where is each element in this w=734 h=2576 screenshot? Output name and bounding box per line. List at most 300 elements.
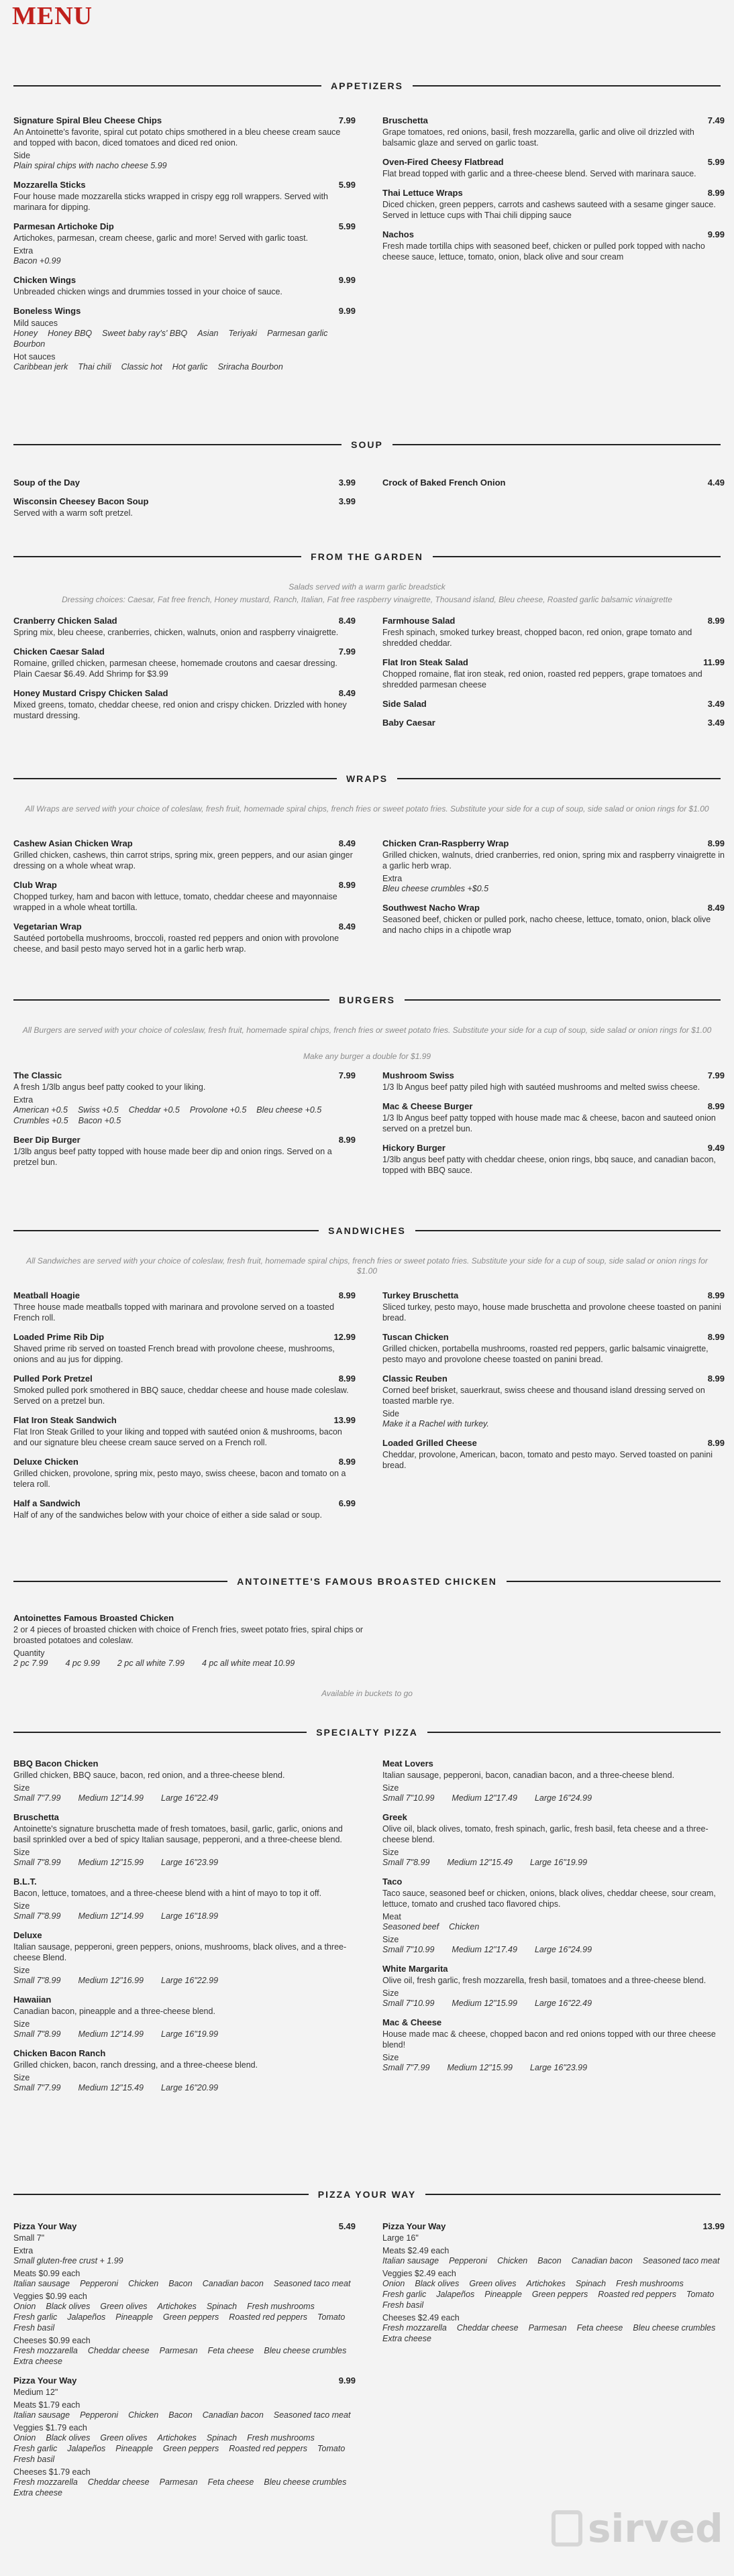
item-name: Vegetarian Wrap <box>13 921 82 932</box>
item-title-row <box>13 1457 356 1467</box>
item-price: 13.99 <box>333 1415 356 1425</box>
menu-item <box>13 2048 356 2093</box>
item-name: Chicken Bacon Ranch <box>13 2048 106 2058</box>
item-desc: Fresh made tortilla chips with seasoned beef, chicken or pulled pork topped with nacho cheese sauce, lettuce, tomato, onion, black olive and sour cream <box>382 241 705 262</box>
menu-item <box>382 1290 725 1323</box>
item-title-row <box>382 699 725 709</box>
wraps-right <box>382 838 725 944</box>
option: Italian sausage <box>382 2256 439 2265</box>
menu-item <box>382 1877 725 1955</box>
option: Bourbon <box>13 339 46 349</box>
menu-item <box>13 478 356 488</box>
option: Extra cheese <box>13 2357 62 2366</box>
item-price: 3.99 <box>338 478 356 488</box>
item-desc: Olive oil, fresh garlic, fresh mozzarella, fresh basil, tomatoes and a three-cheese blend. <box>382 1976 706 1985</box>
option: Fresh garlic <box>13 2312 58 2322</box>
option: Cheddar cheese <box>87 2346 150 2355</box>
option-list <box>382 2278 725 2310</box>
option: Hot garlic <box>172 362 208 372</box>
item-name: Pizza Your Way <box>13 2221 77 2231</box>
item-name: Chicken Wings <box>13 275 76 285</box>
option: Thai chili <box>78 362 111 372</box>
group-label: Meats $1.79 each <box>13 2400 81 2410</box>
size-option: Medium 12"17.49 <box>452 1793 517 1803</box>
garden-dressings: Dressing choices: Caesar, Fat free french, Honey mustard, Ranch, Italian, Fat free raspberry vinaigrette, Thousand island, Bleu cheese, Roasted garlic balsamic vinaigrette <box>62 595 672 604</box>
item-price: 8.99 <box>338 1457 356 1467</box>
option: Canadian bacon <box>202 2410 264 2420</box>
item-name: Cranberry Chicken Salad <box>13 616 117 626</box>
menu-item <box>13 838 356 871</box>
item-title-row <box>13 496 356 506</box>
garden-right <box>382 616 725 736</box>
item-name: Baby Caesar <box>382 718 435 728</box>
size-option: Large 16"22.99 <box>161 1976 219 1985</box>
option: Crumbles +0.5 <box>13 1116 68 1125</box>
item-name: Pulled Pork Pretzel <box>13 1374 93 1384</box>
item-title-row <box>382 1964 725 1974</box>
extra-text: Make it a Rachel with turkey. <box>382 1419 489 1429</box>
option: Parmesan <box>528 2323 567 2333</box>
extra-label: Side <box>382 1409 400 1418</box>
group-label: Veggies $2.49 each <box>382 2269 456 2278</box>
group-label: Cheeses $1.79 each <box>13 2467 91 2477</box>
item-name: Farmhouse Salad <box>382 616 456 626</box>
item-price: 8.99 <box>707 616 725 626</box>
menu-item <box>382 188 725 221</box>
item-desc: An Antoinette's favorite, spiral cut potato chips smothered in a bleu cheese cream sauce and topped with bacon, diced tomatoes and diced red onion. <box>13 127 341 148</box>
item-name: Southwest Nacho Wrap <box>382 903 480 913</box>
burgers-note: All Burgers are served with your choice of coleslaw, fresh fruit, homemade spiral chips, french fries or sweet potato fries. Substitute your side for a cup of soup, side salad or onion rings for $1.00 <box>22 1025 712 1035</box>
menu-item <box>382 1374 725 1429</box>
item-title-row <box>13 1374 356 1384</box>
option: Spinach <box>575 2279 607 2288</box>
item-desc: Grilled chicken, bacon, ranch dressing, and a three-cheese blend. <box>13 2060 258 2070</box>
pizza-left <box>13 1758 356 2102</box>
option: Jalapeños <box>67 2444 106 2453</box>
size-option: Small 7"10.99 <box>382 1793 435 1803</box>
item-name: Mac & Cheese <box>382 2017 442 2027</box>
size-option: Large 16"19.99 <box>161 2029 219 2039</box>
item-title-row <box>382 1101 725 1111</box>
option: Sweet baby ray's' BBQ <box>102 329 188 338</box>
item-name: Classic Reuben <box>382 1374 448 1384</box>
appetizers-header: APPETIZERS <box>13 80 721 91</box>
option: Bleu cheese crumbles <box>633 2323 716 2333</box>
item-name: Loaded Prime Rib Dip <box>13 1332 105 1342</box>
option: Black olives <box>46 2302 91 2311</box>
item-title-row <box>13 1995 356 2005</box>
size-option: Large 16"22.49 <box>534 1999 592 2008</box>
item-desc: Grilled chicken, walnuts, dried cranberries, red onion, spring mix and raspberry vinaigrette in a garlic herb wrap. <box>382 850 725 871</box>
option: Jalapeños <box>67 2312 106 2322</box>
option: Roasted red peppers <box>598 2290 677 2299</box>
size-label: Size <box>13 2019 30 2029</box>
option: Cheddar cheese <box>456 2323 519 2333</box>
menu-item <box>382 1812 725 1868</box>
size-option: Medium 12"17.49 <box>452 1945 517 1954</box>
chicken-header: ANTOINETTE'S FAMOUS BROASTED CHICKEN <box>13 1576 721 1587</box>
option: Swiss +0.5 <box>77 1105 119 1115</box>
option: Feta cheese <box>207 2477 254 2487</box>
size-option: Large 16"19.99 <box>530 1858 588 1867</box>
item-price: 3.49 <box>707 699 725 709</box>
menu-item <box>13 115 356 171</box>
item-title-row <box>382 657 725 667</box>
item-desc: Spring mix, bleu cheese, cranberries, chicken, walnuts, onion and raspberry vinaigrette. <box>13 628 339 637</box>
item-name: Antoinettes Famous Broasted Chicken <box>13 1613 174 1623</box>
size-list <box>382 1857 725 1868</box>
item-desc: Seasoned beef, chicken or pulled pork, nacho cheese, lettuce, tomato, onion, black olive and nacho chips in a chipotle wrap <box>382 915 711 935</box>
item-price: 8.49 <box>338 921 356 932</box>
group-label: Veggies $1.79 each <box>13 2423 87 2432</box>
item-name: Soup of the Day <box>13 478 80 488</box>
item-desc: Grilled chicken, BBQ sauce, bacon, red onion, and a three-cheese blend. <box>13 1771 285 1780</box>
qty-options <box>13 1658 389 1669</box>
item-name: Hawaiian <box>13 1995 52 2005</box>
item-title-row <box>13 306 356 316</box>
option: Seasoned beef <box>382 1922 439 1931</box>
size-option: Small 7"8.99 <box>13 1858 61 1867</box>
size-option: Small 7"7.99 <box>13 1793 61 1803</box>
item-name: Club Wrap <box>13 880 57 890</box>
size-option: Large 16"23.99 <box>530 2063 588 2072</box>
item-title-row <box>13 1758 356 1769</box>
item-title-row <box>382 1812 725 1822</box>
option: Fresh garlic <box>382 2290 427 2299</box>
option: Sriracha Bourbon <box>217 362 283 372</box>
wraps-left <box>13 838 356 963</box>
item-price: 8.99 <box>338 1374 356 1384</box>
item-name: Chicken Cran-Raspberry Wrap <box>382 838 509 848</box>
item-price: 13.99 <box>702 2221 725 2231</box>
item-title-row <box>13 1135 356 1145</box>
option: Fresh mozzarella <box>13 2346 78 2355</box>
menu-item <box>382 903 725 936</box>
size-option: Large 16"22.49 <box>161 1793 219 1803</box>
menu-item <box>13 221 356 266</box>
size-list <box>13 2029 356 2039</box>
menu-item <box>13 1135 356 1168</box>
option: Bleu cheese +0.5 <box>256 1105 322 1115</box>
item-desc: 1/3lb angus beef patty topped with house made beer dip and onion rings. Served on a pretzel bun. <box>13 1147 332 1167</box>
size-option: Small 7"8.99 <box>13 2029 61 2039</box>
option: Asian <box>197 329 219 338</box>
option-list <box>13 2477 356 2498</box>
option-list <box>13 361 356 372</box>
option: Fresh basil <box>13 2323 55 2333</box>
item-title-row <box>13 275 356 285</box>
pizza-header: SPECIALTY PIZZA <box>13 1727 721 1738</box>
item-title-row <box>382 718 725 728</box>
option-list <box>13 1105 356 1126</box>
item-desc: Mixed greens, tomato, cheddar cheese, red onion and crispy chicken. Drizzled with honey mustard dressing. <box>13 700 347 720</box>
option-list <box>13 328 356 349</box>
item-desc: Antoinette's signature bruschetta made of fresh tomatoes, basil, garlic, garlic, onions and basil sprinkled over a bed of spicy Italian sausage, pepperoni, and a three-cheese blend. <box>13 1824 343 1844</box>
item-title-row <box>382 1332 725 1342</box>
option: Feta cheese <box>207 2346 254 2355</box>
item-desc: Served with a warm soft pretzel. <box>13 508 133 518</box>
item-name: Hickory Burger <box>382 1143 445 1153</box>
item-title-row <box>382 1374 725 1384</box>
option: Roasted red peppers <box>229 2312 308 2322</box>
item-title-row <box>13 2375 356 2386</box>
item-desc: 1/3 lb Angus beef patty piled high with sautéed mushrooms and melted swiss cheese. <box>382 1082 700 1092</box>
item-price: 7.99 <box>707 1070 725 1080</box>
item-desc: Sliced turkey, pesto mayo, house made bruschetta and provolone cheese toasted on panini bread. <box>382 1302 721 1323</box>
menu-item <box>13 180 356 213</box>
item-title-row <box>13 1332 356 1342</box>
menu-item <box>13 921 356 954</box>
item-title-row <box>13 2048 356 2058</box>
item-price: 8.99 <box>707 1374 725 1384</box>
option: 4 pc 9.99 <box>65 1659 100 1668</box>
item-desc: A fresh 1/3lb angus beef patty cooked to your liking. <box>13 1082 206 1092</box>
menu-item <box>13 1070 356 1126</box>
size-list <box>13 1975 356 1986</box>
size-option: Large 16"24.99 <box>534 1793 592 1803</box>
soup-right <box>382 478 725 496</box>
sandwiches-header: SANDWICHES <box>13 1225 721 1236</box>
menu-item <box>13 496 356 518</box>
size-option: Small 7"8.99 <box>13 1911 61 1921</box>
pizza-right <box>382 1758 725 2082</box>
meat-label: Meat <box>382 1912 401 1921</box>
item-price: 12.99 <box>333 1332 356 1342</box>
menu-item <box>13 647 356 679</box>
item-name: Beer Dip Burger <box>13 1135 81 1145</box>
option: Cheddar cheese <box>87 2477 150 2487</box>
option: Seasoned taco meat <box>642 2256 720 2265</box>
option-list <box>13 2432 356 2465</box>
item-title-row <box>13 2221 356 2231</box>
size-label: Size <box>13 1966 30 1975</box>
item-name: Mac & Cheese Burger <box>382 1101 473 1111</box>
item-price: 4.49 <box>707 478 725 488</box>
item-desc: Grilled chicken, cashews, thin carrot strips, spring mix, green peppers, and our asian ginger dressing on a whole wheat wrap. <box>13 850 353 871</box>
menu-item <box>13 1290 356 1323</box>
item-name: Pizza Your Way <box>13 2375 77 2386</box>
size-option: Small 7"10.99 <box>382 1945 435 1954</box>
item-title-row <box>382 1438 725 1448</box>
item-desc: Bacon, lettuce, tomatoes, and a three-cheese blend with a hint of mayo to top it off. <box>13 1889 322 1898</box>
item-price: 9.99 <box>338 306 356 316</box>
item-name: Chicken Caesar Salad <box>13 647 105 657</box>
appetizers-right <box>382 115 725 271</box>
item-desc: Fresh spinach, smoked turkey breast, chopped bacon, red onion, grape tomato and shredded cheddar. <box>382 628 692 648</box>
option: Chicken <box>497 2256 528 2265</box>
item-price: 8.49 <box>338 838 356 848</box>
item-desc: Smoked pulled pork smothered in BBQ sauce, cheddar cheese and house made coleslaw. Served on a pretzel bun. <box>13 1386 349 1406</box>
item-desc: 2 or 4 pieces of broasted chicken with choice of French fries, sweet potato fries, spiral chips or broasted potatoes and coleslaw. <box>13 1625 364 1645</box>
option-list <box>13 2255 356 2266</box>
option: Chicken <box>128 2410 159 2420</box>
item-desc: Canadian bacon, pineapple and a three-cheese blend. <box>13 2007 215 2016</box>
item-size: Large 16" <box>382 2233 419 2243</box>
menu-item <box>13 1415 356 1448</box>
item-name: Loaded Grilled Cheese <box>382 1438 477 1448</box>
option: Artichokes <box>526 2279 566 2288</box>
extra-value <box>382 1418 725 1429</box>
extra-text: Bacon +0.99 <box>13 256 61 266</box>
item-title-row <box>13 1070 356 1080</box>
item-desc: Italian sausage, pepperoni, bacon, canadian bacon, and a three-cheese blend. <box>382 1771 675 1780</box>
size-label: Size <box>382 1989 399 1998</box>
item-desc: Chopped turkey, ham and bacon with lettuce, tomato, cheddar cheese and mayonnaise wrapped in a whole wheat tortilla. <box>13 892 337 912</box>
option: Provolone +0.5 <box>189 1105 247 1115</box>
item-title-row <box>13 1290 356 1300</box>
menu-item <box>382 2221 725 2344</box>
menu-item <box>382 1332 725 1365</box>
item-price: 8.99 <box>338 1135 356 1145</box>
option: Onion <box>13 2433 36 2443</box>
item-title-row <box>382 1143 725 1153</box>
option: Classic hot <box>121 362 162 372</box>
size-label: Size <box>382 1935 399 1944</box>
item-price: 8.49 <box>338 616 356 626</box>
size-label: Size <box>382 2053 399 2062</box>
option: Pineapple <box>484 2290 522 2299</box>
item-name: BBQ Bacon Chicken <box>13 1758 99 1769</box>
option: 4 pc all white meat 10.99 <box>201 1659 295 1668</box>
item-name: Nachos <box>382 229 414 239</box>
item-name: Wisconsin Cheesey Bacon Soup <box>13 496 149 506</box>
option: Pepperoni <box>449 2256 488 2265</box>
option-list <box>13 2345 356 2367</box>
option: Tomato <box>317 2444 346 2453</box>
menu-item <box>13 880 356 913</box>
item-title-row <box>382 903 725 913</box>
item-desc: Corned beef brisket, sauerkraut, swiss cheese and thousand island dressing served on toasted marble rye. <box>382 1386 705 1406</box>
item-price: 5.99 <box>338 180 356 190</box>
menu-item <box>13 275 356 297</box>
item-title-row <box>13 1877 356 1887</box>
option: Pineapple <box>115 2444 153 2453</box>
item-title-row <box>382 1070 725 1080</box>
item-desc: Chopped romaine, flat iron steak, red onion, roasted red peppers, grape tomatoes and shredded parmesan cheese <box>382 669 702 689</box>
sandwiches-note: All Sandwiches are served with your choice of coleslaw, fresh fruit, homemade spiral chips, french fries or sweet potato fries. Substitute your side for a cup of soup, side salad or onion rings for $1.00 <box>26 1256 708 1276</box>
option: Spinach <box>206 2433 238 2443</box>
item-price: 8.99 <box>707 1101 725 1111</box>
option: Bacon <box>168 2410 193 2420</box>
item-desc: Flat bread topped with garlic and a three-cheese blend. Served with marinara sauce. <box>382 169 696 178</box>
item-name: Half a Sandwich <box>13 1498 81 1508</box>
item-desc: Unbreaded chicken wings and drummies tossed in your choice of sauce. <box>13 287 282 296</box>
group-label: Cheeses $2.49 each <box>382 2313 460 2322</box>
item-name: Oven-Fired Cheesy Flatbread <box>382 157 504 167</box>
burgers-left <box>13 1070 356 1176</box>
size-option: Large 16"23.99 <box>161 1858 219 1867</box>
item-name: Flat Iron Steak Salad <box>382 657 468 667</box>
item-price: 8.99 <box>707 1438 725 1448</box>
menu-item <box>382 1101 725 1134</box>
option: Chicken <box>449 1922 480 1931</box>
option: Parmesan garlic <box>267 329 328 338</box>
item-price: 9.99 <box>338 275 356 285</box>
option: Jalapeños <box>436 2290 475 2299</box>
item-name: Bruschetta <box>382 115 428 125</box>
option: Parmesan <box>159 2477 198 2487</box>
size-list <box>382 1998 725 2009</box>
item-desc: Grilled chicken, portabella mushrooms, roasted red peppers, garlic balsamic vinaigrette, pesto mayo and provolone cheese toasted on panini bread. <box>382 1344 709 1364</box>
option-list <box>382 2255 725 2266</box>
extra-label: Extra <box>382 874 403 883</box>
item-desc: Diced chicken, green peppers, carrots and cashews sauteed with a sesame ginger sauce. Served in lettuce cups with Thai chili dipping sauce <box>382 200 716 220</box>
item-price: 7.99 <box>338 115 356 125</box>
item-price: 5.99 <box>707 157 725 167</box>
item-name: Deluxe Chicken <box>13 1457 78 1467</box>
option: Bacon <box>168 2279 193 2288</box>
pyw-header: PIZZA YOUR WAY <box>13 2189 721 2200</box>
extra-text: Bleu cheese crumbles +$0.5 <box>382 884 489 893</box>
item-size: Medium 12" <box>13 2388 58 2397</box>
size-list <box>13 1911 356 1921</box>
option-list <box>13 2278 356 2289</box>
item-name: Turkey Bruschetta <box>382 1290 459 1300</box>
size-option: Small 7"7.99 <box>382 2063 430 2072</box>
size-option: Medium 12"15.99 <box>452 1999 517 2008</box>
group-label: Extra <box>13 2246 34 2255</box>
item-name: Taco <box>382 1877 403 1887</box>
menu-item <box>382 699 725 709</box>
option-list <box>382 1921 725 1932</box>
hot-label: Hot sauces <box>13 352 56 361</box>
menu-item <box>382 115 725 148</box>
mild-label: Mild sauces <box>13 319 58 328</box>
size-list <box>382 2062 725 2073</box>
option: Cheddar +0.5 <box>128 1105 180 1115</box>
item-desc: Olive oil, black olives, tomato, fresh spinach, garlic, fresh basil, feta cheese and a three-cheese blend. <box>382 1824 709 1844</box>
size-option: Medium 12"16.99 <box>78 1976 144 1985</box>
option: Fresh garlic <box>13 2444 58 2453</box>
item-price: 9.49 <box>707 1143 725 1153</box>
wraps-header: WRAPS <box>13 773 721 784</box>
size-option: Large 16"18.99 <box>161 1911 219 1921</box>
option: Artichokes <box>157 2302 197 2311</box>
option-list <box>13 2410 356 2420</box>
item-price: 8.99 <box>707 188 725 198</box>
size-option: Medium 12"15.49 <box>78 2083 144 2092</box>
option: Pineapple <box>115 2312 153 2322</box>
item-title-row <box>13 838 356 848</box>
item-price: 8.99 <box>707 838 725 848</box>
item-title-row <box>13 180 356 190</box>
size-option: Medium 12"14.99 <box>78 1911 144 1921</box>
item-title-row <box>382 478 725 488</box>
option-list <box>382 2322 725 2344</box>
garden-note: Salads served with a warm garlic breadstick <box>289 582 445 592</box>
item-name: White Margarita <box>382 1964 448 1974</box>
item-title-row <box>13 115 356 125</box>
item-desc: 1/3 lb Angus beef patty topped with house made mac & cheese, bacon and sauteed onion served on a pretzel bun. <box>382 1113 716 1133</box>
sandwiches-left <box>13 1290 356 1529</box>
item-desc: Artichokes, parmesan, cream cheese, garlic and more! Served with garlic toast. <box>13 233 309 243</box>
size-label: Size <box>13 1901 30 1911</box>
menu-item <box>13 1877 356 1921</box>
option: Tomato <box>317 2312 346 2322</box>
extra-value <box>13 256 356 266</box>
item-price: 11.99 <box>703 657 725 667</box>
item-title-row <box>13 478 356 488</box>
menu-item <box>382 1964 725 2009</box>
item-name: Mushroom Swiss <box>382 1070 454 1080</box>
item-desc: Grape tomatoes, red onions, basil, fresh mozzarella, garlic and olive oil drizzled with balsamic glaze and served on garlic toast. <box>382 127 694 148</box>
option-list <box>13 2301 356 2333</box>
size-option: Small 7"7.99 <box>13 2083 61 2092</box>
item-title-row <box>382 1290 725 1300</box>
menu-item <box>13 306 356 372</box>
extra-label: Side <box>13 151 31 160</box>
size-list <box>13 2082 356 2093</box>
